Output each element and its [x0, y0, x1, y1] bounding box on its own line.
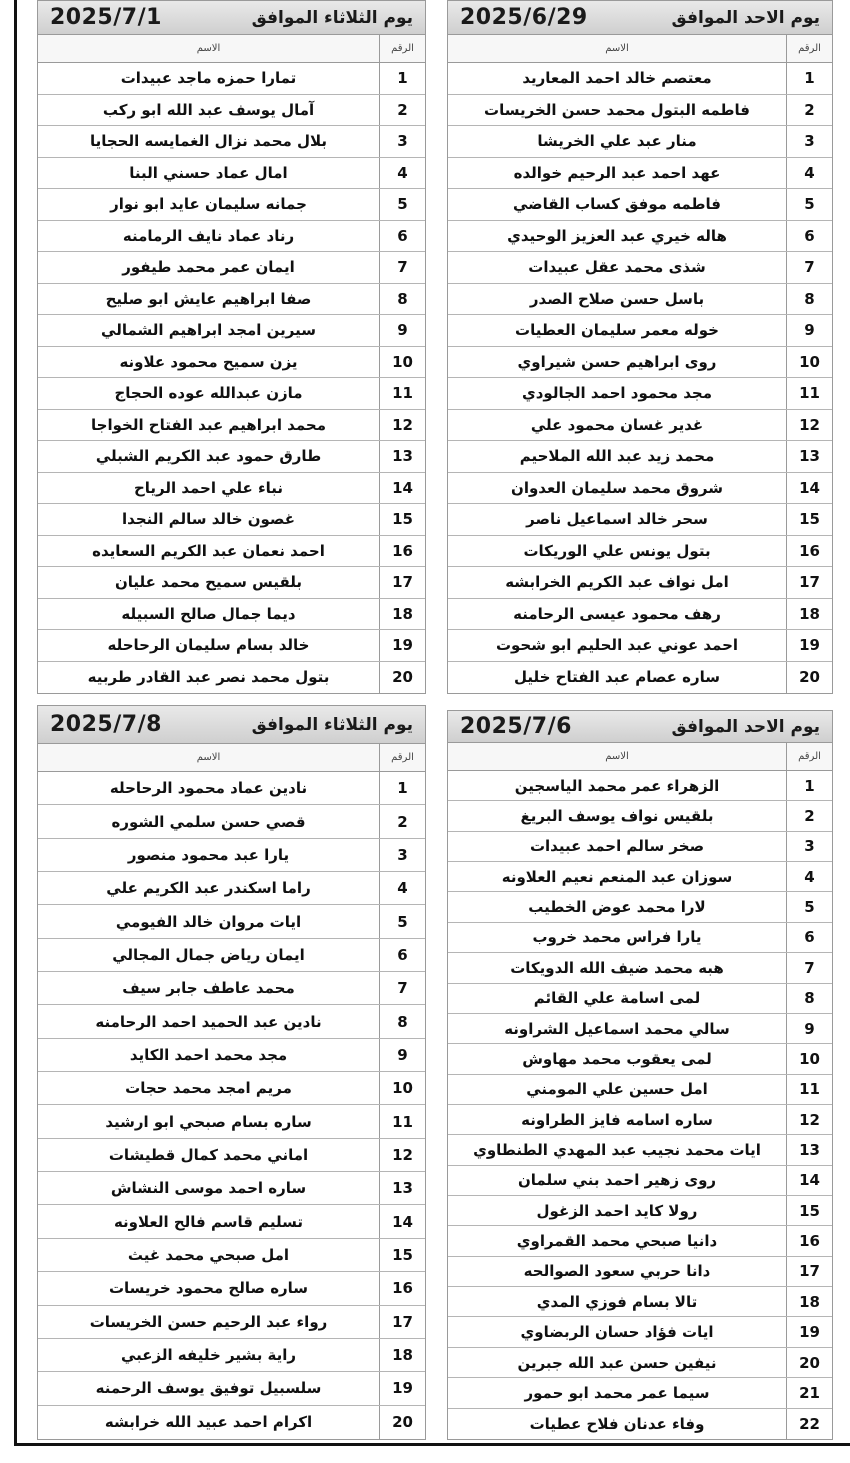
- student-name: بتول يونس علي الوريكات: [523, 541, 711, 560]
- table-row: [448, 1409, 832, 1439]
- student-name: مازن عبدالله عوده الحجاج: [114, 384, 303, 403]
- table-row: [38, 221, 425, 253]
- student-name: محمد زيد عبد الله الملاحيم: [519, 447, 715, 466]
- table-header: [448, 743, 832, 771]
- row-number: 15: [379, 504, 425, 535]
- row-number: 9: [786, 315, 832, 346]
- schedule-block-sun-0706: [447, 710, 833, 1440]
- student-name: يارا فراس محمد خروب: [532, 928, 702, 947]
- table-row: [38, 315, 425, 347]
- row-number: 17: [379, 1306, 425, 1338]
- table-row: [38, 1105, 425, 1138]
- table-row: [448, 1196, 832, 1226]
- column-header-name: الاسم: [605, 751, 629, 762]
- page-left-border: [14, 0, 17, 1445]
- row-number: 13: [786, 441, 832, 472]
- table-row: [38, 662, 425, 694]
- student-name: آمال يوسف عبد الله ابو ركب: [102, 100, 315, 119]
- student-name: ساره عصام عبد الفتاح خليل: [513, 668, 721, 687]
- column-header-name: الاسم: [605, 43, 629, 54]
- student-name: سيرين امجد ابراهيم الشمالي: [101, 321, 316, 340]
- table-header: [38, 744, 425, 772]
- row-number: 20: [786, 662, 832, 694]
- date-label: 2025/7/1: [50, 5, 162, 30]
- row-number: 17: [786, 1257, 832, 1286]
- table-row: [448, 1317, 832, 1347]
- row-number: 9: [379, 1039, 425, 1071]
- row-number: 4: [379, 872, 425, 904]
- student-name: رواء عبد الرحيم حسن الخريسات: [89, 1312, 328, 1331]
- table-row: [448, 1075, 832, 1105]
- row-number: 6: [786, 923, 832, 952]
- student-name: دانيا صبحي محمد القمراوي: [516, 1232, 718, 1251]
- row-number: 1: [379, 63, 425, 94]
- student-name: روى زهير احمد بني سلمان: [517, 1171, 717, 1190]
- student-name: بلقيس نواف يوسف البريغ: [520, 807, 714, 826]
- student-name: امل نواف عبد الكريم الخرابشه: [505, 573, 729, 592]
- table-row: [38, 63, 425, 95]
- row-number: 16: [379, 536, 425, 567]
- row-number: 18: [786, 599, 832, 630]
- student-name: يارا عبد محمود منصور: [127, 845, 290, 864]
- row-number: 18: [786, 1287, 832, 1316]
- student-name: تمارا حمزه ماجد عبيدات: [120, 69, 297, 88]
- student-name: غصون خالد سالم النجدا: [122, 510, 295, 529]
- student-name: روى ابراهيم حسن شيراوي: [517, 352, 717, 371]
- row-number: 22: [786, 1409, 832, 1439]
- table-row: [38, 905, 425, 938]
- row-number: 8: [379, 284, 425, 315]
- row-number: 4: [786, 158, 832, 189]
- student-name: لمى اسامة علي القائم: [533, 989, 701, 1008]
- table-row: [38, 839, 425, 872]
- row-number: 17: [786, 567, 832, 598]
- table-row: [38, 1205, 425, 1238]
- table-row: [38, 1272, 425, 1305]
- schedule-block-tue-0708: [37, 705, 426, 1440]
- student-name: ساره بسام صبحي ابو ارشيد: [105, 1112, 312, 1131]
- day-label: يوم الثلاثاء الموافق: [251, 7, 413, 28]
- table-row: [38, 630, 425, 662]
- student-name: بلقيس سميح محمد عليان: [114, 573, 303, 592]
- table-row: [448, 441, 832, 473]
- block-title: [448, 1, 832, 35]
- table-row: [448, 892, 832, 922]
- row-number: 5: [786, 892, 832, 921]
- row-number: 16: [786, 536, 832, 567]
- row-number: 11: [786, 1075, 832, 1104]
- table-row: [448, 63, 832, 95]
- student-name: لمى يعقوب محمد مهاوش: [522, 1049, 712, 1068]
- table-row: [448, 158, 832, 190]
- schedule-block-sun-0629: [447, 0, 833, 694]
- table-row: [448, 953, 832, 983]
- row-number: 15: [379, 1239, 425, 1271]
- row-number: 13: [379, 1172, 425, 1204]
- student-name: اكرام احمد عبيد الله خرابشه: [104, 1413, 313, 1432]
- student-name: سلسبيل توفيق يوسف الرحمنه: [95, 1379, 322, 1398]
- student-name: نباء علي احمد الرياح: [133, 478, 284, 497]
- row-number: 12: [379, 1139, 425, 1171]
- table-row: [38, 410, 425, 442]
- student-name: رناد عماد نايف الرمامنه: [122, 226, 295, 245]
- student-name: غدير غسان محمود علي: [530, 415, 704, 434]
- student-name: سالي محمد اسماعيل الشراونه: [504, 1019, 730, 1038]
- student-name: بتول محمد نصر عبد القادر طربيه: [87, 668, 330, 687]
- student-name: ديما جمال صالح السبيله: [121, 604, 296, 623]
- row-number: 5: [379, 905, 425, 937]
- student-name: يزن سميح محمود علاونه: [119, 352, 298, 371]
- table-row: [448, 221, 832, 253]
- row-number: 6: [379, 221, 425, 252]
- date-label: 2025/7/8: [50, 712, 162, 737]
- table-row: [448, 1226, 832, 1256]
- table-row: [448, 984, 832, 1014]
- table-row: [38, 1339, 425, 1372]
- row-number: 14: [379, 473, 425, 504]
- row-number: 12: [786, 1105, 832, 1134]
- student-name: ايات مروان خالد الفيومي: [115, 912, 302, 931]
- student-name: عهد احمد عبد الرحيم خوالده: [513, 163, 721, 182]
- row-number: 8: [786, 284, 832, 315]
- table-row: [448, 536, 832, 568]
- table-row: [448, 801, 832, 831]
- row-number: 2: [379, 805, 425, 837]
- student-name: ايمان رياض جمال المجالي: [112, 945, 305, 964]
- table-row: [38, 567, 425, 599]
- table-row: [448, 862, 832, 892]
- row-number: 3: [786, 126, 832, 157]
- column-header-number: الرقم: [379, 35, 425, 62]
- table-row: [448, 410, 832, 442]
- page-bottom-border: [14, 1443, 850, 1446]
- table-row: [38, 95, 425, 127]
- block-title: [38, 706, 425, 744]
- student-name: مريم امجد محمد حجات: [125, 1079, 292, 1098]
- student-name: راية بشير خليفه الزعبي: [120, 1346, 297, 1365]
- row-number: 13: [379, 441, 425, 472]
- row-number: 19: [786, 1317, 832, 1346]
- row-number: 2: [786, 95, 832, 126]
- table-row: [38, 252, 425, 284]
- table-row: [38, 1372, 425, 1405]
- table-row: [38, 1072, 425, 1105]
- table-row: [38, 1406, 425, 1439]
- table-row: [448, 189, 832, 221]
- table-row: [448, 1378, 832, 1408]
- row-number: 19: [786, 630, 832, 661]
- schedule-block-tue-0701: [37, 0, 426, 694]
- row-number: 2: [786, 801, 832, 830]
- student-name: خالد بسام سليمان الرحاحله: [107, 636, 310, 655]
- row-number: 11: [786, 378, 832, 409]
- student-name: شروق محمد سليمان العدوان: [511, 478, 723, 497]
- row-number: 14: [786, 1166, 832, 1195]
- student-name: دانا حربي سعود الصوالحه: [523, 1262, 711, 1281]
- student-name: رولا كايد احمد الزغول: [536, 1201, 698, 1220]
- student-name: خوله معمر سليمان العطيات: [515, 321, 719, 340]
- table-row: [448, 1014, 832, 1044]
- row-number: 7: [379, 972, 425, 1004]
- student-name: رهف محمود عيسى الرحامنه: [513, 604, 721, 623]
- student-name: سيما عمر محمد ابو حمور: [524, 1383, 710, 1402]
- student-name: وفاء عدنان فلاح عطيات: [529, 1414, 705, 1433]
- table-row: [448, 630, 832, 662]
- row-number: 10: [786, 1044, 832, 1073]
- row-number: 17: [379, 567, 425, 598]
- row-number: 9: [786, 1014, 832, 1043]
- table-row: [448, 1257, 832, 1287]
- row-number: 20: [786, 1348, 832, 1377]
- table-row: [448, 347, 832, 379]
- student-name: نادين عبد الحميد احمد الرحامنه: [95, 1012, 322, 1031]
- table-row: [448, 95, 832, 127]
- student-name: فاطمه البتول محمد حسن الخريسات: [484, 100, 750, 119]
- table-row: [38, 805, 425, 838]
- table-row: [448, 315, 832, 347]
- student-name: منار عبد علي الخريشا: [537, 132, 697, 151]
- table-row: [448, 923, 832, 953]
- row-number: 12: [379, 410, 425, 441]
- table-row: [38, 126, 425, 158]
- row-number: 1: [786, 771, 832, 800]
- student-name: احمد نعمان عبد الكريم السعايده: [92, 541, 325, 560]
- student-name: شذى محمد عقل عبيدات: [528, 258, 706, 277]
- student-name: صخر سالم احمد عبيدات: [529, 837, 705, 856]
- table-row: [448, 504, 832, 536]
- table-row: [448, 252, 832, 284]
- student-name: محمد عاطف جابر سيف: [122, 979, 295, 998]
- table-row: [38, 1172, 425, 1205]
- row-number: 18: [379, 1339, 425, 1371]
- row-number: 19: [379, 1372, 425, 1404]
- table-row: [448, 284, 832, 316]
- table-row: [38, 939, 425, 972]
- student-name: هاله خيري عبد العزيز الوحيدي: [507, 226, 727, 245]
- row-number: 3: [379, 839, 425, 871]
- table-row: [38, 441, 425, 473]
- table-row: [38, 1005, 425, 1038]
- row-number: 10: [379, 1072, 425, 1104]
- row-number: 7: [786, 953, 832, 982]
- student-name: امل حسين علي المومني: [526, 1080, 708, 1099]
- table-row: [448, 1166, 832, 1196]
- row-number: 7: [379, 252, 425, 283]
- row-number: 1: [379, 772, 425, 804]
- table-row: [448, 1044, 832, 1074]
- row-number: 14: [786, 473, 832, 504]
- student-name: سحر خالد اسماعيل ناصر: [526, 510, 708, 529]
- table-row: [38, 1306, 425, 1339]
- column-header-number: الرقم: [786, 35, 832, 62]
- table-row: [448, 1348, 832, 1378]
- column-header-name: الاسم: [196, 43, 221, 54]
- row-number: 4: [379, 158, 425, 189]
- row-number: 9: [379, 315, 425, 346]
- table-row: [38, 772, 425, 805]
- row-number: 14: [379, 1205, 425, 1237]
- table-row: [38, 473, 425, 505]
- student-name: محمد ابراهيم عبد الفتاح الخواجا: [91, 415, 326, 434]
- row-number: 13: [786, 1135, 832, 1164]
- row-number: 5: [379, 189, 425, 220]
- row-number: 10: [786, 347, 832, 378]
- student-name: ساره احمد موسى النشاش: [110, 1179, 307, 1198]
- date-label: 2025/7/6: [460, 714, 572, 739]
- table-row: [38, 347, 425, 379]
- table-header: [38, 35, 425, 63]
- student-name: صفا ابراهيم عايش ابو صليح: [105, 289, 312, 308]
- student-name: امال عماد حسني البنا: [129, 163, 288, 182]
- table-row: [38, 1239, 425, 1272]
- row-number: 3: [786, 832, 832, 861]
- student-name: ساره اسامه فايز الطراونه: [521, 1110, 713, 1129]
- row-number: 12: [786, 410, 832, 441]
- table-row: [38, 1139, 425, 1172]
- student-name: نادين عماد محمود الرحاحله: [109, 779, 308, 798]
- table-row: [38, 158, 425, 190]
- student-name: الزهراء عمر محمد الياسجين: [514, 776, 720, 795]
- table-row: [448, 771, 832, 801]
- date-label: 2025/6/29: [460, 5, 588, 30]
- table-row: [38, 284, 425, 316]
- table-row: [448, 1287, 832, 1317]
- student-name: طارق حمود عبد الكريم الشبلي: [95, 447, 322, 466]
- row-number: 18: [379, 599, 425, 630]
- table-row: [448, 126, 832, 158]
- student-name: مجد محمد احمد الكايد: [129, 1045, 288, 1064]
- row-number: 15: [786, 1196, 832, 1225]
- table-row: [448, 378, 832, 410]
- table-row: [448, 662, 832, 694]
- table-row: [38, 189, 425, 221]
- table-row: [448, 832, 832, 862]
- row-number: 6: [379, 939, 425, 971]
- table-row: [38, 599, 425, 631]
- student-name: بلال محمد نزال الغمايسه الحجايا: [89, 132, 328, 151]
- table-row: [448, 599, 832, 631]
- table-row: [38, 1039, 425, 1072]
- table-row: [38, 872, 425, 905]
- row-number: 4: [786, 862, 832, 891]
- student-name: نيفين حسن عبد الله جبرين: [517, 1353, 717, 1372]
- row-number: 2: [379, 95, 425, 126]
- student-name: ايمان عمر محمد طيفور: [122, 258, 295, 277]
- day-label: يوم الاحد الموافق: [671, 716, 820, 737]
- student-name: امل صبحي محمد غيث: [127, 1245, 290, 1264]
- row-number: 6: [786, 221, 832, 252]
- row-number: 7: [786, 252, 832, 283]
- row-number: 1: [786, 63, 832, 94]
- block-title: [448, 711, 832, 743]
- row-number: 16: [379, 1272, 425, 1304]
- student-name: فاطمه موفق كساب القاضي: [513, 195, 722, 214]
- student-name: مجد محمود احمد الجالودي: [521, 384, 713, 403]
- table-row: [448, 567, 832, 599]
- column-header-number: الرقم: [786, 743, 832, 770]
- student-name: ايات محمد نجيب عبد المهدي الطنطاوي: [473, 1140, 761, 1159]
- student-name: قصي حسن سلمي الشوره: [111, 812, 306, 831]
- row-number: 3: [379, 126, 425, 157]
- row-number: 21: [786, 1378, 832, 1407]
- student-name: راما اسكندر عبد الكريم علي: [106, 879, 311, 898]
- row-number: 8: [379, 1005, 425, 1037]
- day-label: يوم الاحد الموافق: [671, 7, 820, 28]
- table-row: [448, 1105, 832, 1135]
- block-title: [38, 1, 425, 35]
- table-row: [448, 1135, 832, 1165]
- student-name: هبه محمد ضيف الله الدويكات: [510, 958, 724, 977]
- student-name: ايات فؤاد حسان الربضاوي: [520, 1323, 714, 1342]
- row-number: 10: [379, 347, 425, 378]
- table-row: [38, 378, 425, 410]
- student-name: جمانه سليمان عايد ابو نوار: [110, 195, 307, 214]
- table-header: [448, 35, 832, 63]
- table-row: [38, 536, 425, 568]
- student-name: احمد عوني عبد الحليم ابو شحوت: [495, 636, 739, 655]
- student-name: لارا محمد عوض الخطيب: [528, 898, 706, 917]
- student-name: ساره صالح محمود خريسات: [108, 1279, 309, 1298]
- row-number: 5: [786, 189, 832, 220]
- row-number: 20: [379, 662, 425, 694]
- student-name: تالا بسام فوزي المدي: [536, 1292, 698, 1311]
- row-number: 15: [786, 504, 832, 535]
- student-name: باسل حسن صلاح الصدر: [529, 289, 705, 308]
- student-name: معتصم خالد احمد المعاريد: [522, 69, 712, 88]
- column-header-name: الاسم: [196, 752, 221, 763]
- row-number: 11: [379, 1105, 425, 1137]
- table-row: [38, 504, 425, 536]
- student-name: اماني محمد كمال قطيشات: [108, 1145, 309, 1164]
- column-header-number: الرقم: [379, 744, 425, 771]
- row-number: 16: [786, 1226, 832, 1255]
- student-name: تسليم قاسم فالح العلاونه: [113, 1212, 304, 1231]
- student-name: سوزان عبد المنعم نعيم العلاونه: [501, 867, 733, 886]
- row-number: 11: [379, 378, 425, 409]
- table-row: [38, 972, 425, 1005]
- row-number: 8: [786, 984, 832, 1013]
- table-row: [448, 473, 832, 505]
- row-number: 19: [379, 630, 425, 661]
- row-number: 20: [379, 1406, 425, 1439]
- day-label: يوم الثلاثاء الموافق: [251, 714, 413, 735]
